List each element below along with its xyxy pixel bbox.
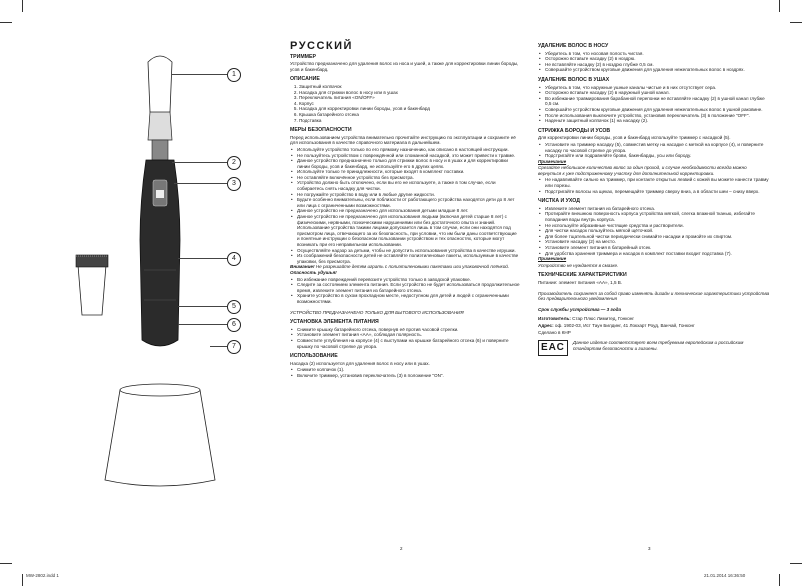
care-note-label: Примечание	[538, 256, 567, 262]
eac-text: Данное изделие соответствует всем требуемым европейским и российским стандартам безопасности и гигиены.	[572, 340, 744, 351]
list-item: • Не пользуйтесь устройством с повреждённой или сломанной насадкой, это может привести к травме.	[297, 153, 520, 159]
list-item: • Во избежание травмирования барабанной перепонки не вставляйте насадку (2) в ушной канал глубже 0,5 см.	[545, 96, 770, 107]
safety-list-2	[290, 277, 520, 305]
list-item: • Снимите крышку батарейного отсека, повернув её против часовой стрелки.	[297, 327, 520, 333]
list-item: 1. Защитный колпачок	[299, 84, 520, 90]
list-item: • Из соображений безопасности детей не оставляйте полиэтиленовые пакеты, используемые в качестве упаковки, без присмотра.	[297, 253, 520, 264]
page-number-right: 3	[648, 546, 651, 551]
warning-suffix: Опасность удушья!	[290, 269, 337, 275]
list-item: • Извлеките элемент питания из батарейного отсека.	[545, 206, 770, 212]
list-item: • После использования выключите устройство, установив переключатель (3) в положение "OFF".	[545, 113, 770, 119]
product-diagram	[60, 40, 250, 510]
callout-4: 4	[227, 252, 241, 266]
list-item: • Установите на триммер насадку (5), совместив метку на насадке с меткой на корпусе (4), и поверните насадку по часовой стрелке до упора.	[545, 142, 770, 153]
nose-heading: УДАЛЕНИЕ ВОЛОС В НОСУ	[538, 43, 609, 49]
beard-note-label: Примечание	[538, 158, 567, 164]
eac-mark-icon: ЕАС	[538, 340, 568, 356]
description-list	[290, 84, 520, 123]
list-item: • Для более тщательной чистки периодически снимайте насадки и промойте их спиртом.	[545, 234, 770, 240]
beard-list	[538, 142, 770, 159]
service-life: Срок службы устройства — 3 года	[538, 306, 622, 312]
list-item: • Не используйте абразивные чистящие средства и растворители.	[545, 223, 770, 229]
manufacturer	[538, 316, 770, 322]
list-item: • Совершайте устройством круговые движения для удаления нежелательных волос в ноздрях.	[545, 67, 770, 73]
usage-list	[290, 367, 520, 378]
warning-text: Не разрешайте детям играть с полиэтиленовыми пакетами или упаковочной плёнкой.	[314, 264, 510, 270]
list-item: • Следите за состоянием элемента питания. Если устройство не будет использоваться продолжительное время, извлеките элемент питания из батарейного отсека.	[297, 282, 520, 293]
list-item: • Будьте особенно внимательны, если поблизости от работающего устройства находятся дети до 8 лет или лица с ограниченными возможностями.	[297, 197, 520, 208]
trimmer-heading: ТРИММЕР	[290, 53, 316, 60]
safety-list	[290, 147, 520, 264]
list-item: • Установите элемент питания «AA», соблюдая полярность.	[297, 332, 520, 338]
made-in: Сделано в КНР	[538, 329, 571, 335]
trimmer-illustration	[60, 40, 250, 510]
list-item: • Убедитесь в том, что наружные ушные каналы чистые и в них отсутствует сера.	[545, 85, 770, 91]
callout-1: 1	[227, 68, 241, 82]
list-item: 5. Насадка для корректировки линии бороды, усов и бакенбард	[299, 106, 520, 112]
left-page	[290, 40, 520, 378]
address-label: Адрес:	[538, 322, 554, 328]
address-value: оф. 1902-03, Ист Таун Билдинг, 41 Локхарт Роуд, Ванчай, Гонконг	[553, 322, 695, 328]
list-item: 6. Крышка батарейного отсека	[299, 112, 520, 118]
callout-5: 5	[227, 300, 241, 314]
right-page	[538, 44, 770, 356]
list-item: 7. Подставка	[299, 118, 520, 124]
footer-right: 21.01.2014 16:36:50	[704, 573, 746, 578]
warning-prefix: Внимание!	[290, 264, 315, 270]
list-item: • Убедитесь в том, что носовая полость чистая.	[545, 51, 770, 57]
rights-text: Производитель сохраняет за собой право изменять дизайн и технические характеристики устройства без предварительного уведомления	[538, 290, 770, 302]
list-item: • Для чистки насадок пользуйтесь мягкой щёточкой.	[545, 228, 770, 234]
list-item: • Включите триммер, установив переключатель (3) в положение "ON".	[297, 373, 520, 379]
address	[538, 323, 770, 329]
safety-heading: МЕРЫ БЕЗОПАСНОСТИ	[290, 127, 352, 134]
list-item: • Данное устройство предназначено только для стрижки волос в носу и в ушах и для корректировки линии бороды, усов и бакенбард, не используйте его в других целях.	[297, 158, 520, 169]
list-item: • Не надавливайте сильно на триммер, при контакте открытых лезвий с кожей вы можете нанести травму или порезы.	[545, 177, 770, 188]
list-item: • Храните устройство в сухом прохладном месте, недоступном для детей и людей с ограниченными возможностями.	[297, 293, 520, 304]
ears-list	[538, 85, 770, 124]
care-note-text: Устройство не нуждается в смазке.	[538, 262, 619, 268]
list-item: • Осуществляйте надзор за детьми, чтобы не допустить использования устройства в качестве игрушки.	[297, 248, 520, 254]
callout-3: 3	[227, 177, 241, 191]
list-item: 4. Корпус	[299, 101, 520, 107]
footer-left: MW-2802.indd 1	[26, 573, 59, 578]
care-heading: ЧИСТКА И УХОД	[538, 198, 580, 205]
manufacturer-label: Изготовитель:	[538, 316, 571, 322]
page-number-left: 2	[400, 546, 403, 551]
list-item: • Используйте устройство только по его прямому назначению, как описано в настоящей инструкции.	[297, 147, 520, 153]
beard-text: Для корректировки линии бороды, усов и бакенбард используйте триммер с насадкой (5).	[538, 135, 731, 141]
manufacturer-value: Стар Плюс Лимитед, Гонконг	[570, 316, 635, 322]
language-title: РУССКИЙ	[290, 40, 353, 52]
beard-heading: СТРИЖКА БОРОДЫ И УСОВ	[538, 127, 611, 134]
battery-list	[290, 327, 520, 349]
list-item: • Установите элемент питания в батарейный отсек.	[545, 245, 770, 251]
warning	[290, 264, 520, 275]
specs-text: Питание: элемент питания «AA», 1,5 В.	[538, 279, 623, 285]
usage-heading: ИСПОЛЬЗОВАНИЕ	[290, 353, 338, 360]
list-item: • Не вставляйте насадку (2) в ноздрю глубже 0,5 см.	[545, 62, 770, 68]
callout-2: 2	[227, 156, 241, 170]
household-only: УСТРОЙСТВО ПРЕДНАЗНАЧЕНО ТОЛЬКО ДЛЯ БЫТОВОГО ИСПОЛЬЗОВАНИЯ	[290, 309, 464, 315]
callout-6: 6	[227, 318, 241, 332]
list-item: 3. Переключатель питания «ON/OFF»	[299, 95, 520, 101]
callout-7: 7	[227, 340, 241, 354]
list-item: • Осторожно вставьте насадку (2) в наружный ушной канал.	[545, 90, 770, 96]
care-list	[538, 206, 770, 256]
list-item: • Совместите углубления на корпусе (4) с выступами на крышке батарейного отсека (6) и поверните крышку по часовой стрелке до упора.	[297, 338, 520, 349]
list-item: • Подстригайте или подравняйте брови, бакенбарды, усы или бороду.	[545, 153, 770, 159]
beard-list-2	[538, 177, 770, 194]
list-item: 2. Насадка для стрижки волос в носу или в ушах	[299, 90, 520, 96]
battery-heading: УСТАНОВКА ЭЛЕМЕНТА ПИТАНИЯ	[290, 319, 379, 326]
nose-list	[538, 51, 770, 73]
list-item: • Снимите колпачок (1).	[297, 367, 520, 373]
list-item: • Подстригайте волосы на щеках, перемещайте триммер сверху вниз, а в области шеи – снизу вверх.	[545, 189, 770, 195]
beard-note-text: Срезайте небольшое количество волос за один проход, и случае необходимости всегда можно вернуться к уже подстриженному участку для дополнительной корректировки.	[538, 165, 747, 176]
list-item: • Осторожно вставьте насадку (2) в ноздрю.	[545, 56, 770, 62]
list-item: • Используйте только те принадлежности, которые входят в комплект поставки.	[297, 169, 520, 175]
list-item: • Протирайте внешнюю поверхность корпуса устройства мягкой, слегка влажной тканью, избегайте попадания воды внутрь корпуса.	[545, 211, 770, 222]
list-item: • Наденьте защитный колпачок (1) на насадку (2).	[545, 118, 770, 124]
list-item: • Данное устройство не предназначено для использования людьми (включая детей старше 8 лет) с физическими, нервными, психическими нарушениями или без достаточного опыта и знаний. Использование устройства такими лицами допускается лишь в том случае, если они находятся под присмотром лица, отвечающего за их безопасность, при условии, что им были даны соответствующие и понятные инструкции о безопасном пользовании устройством и тех опасностях, которые могут возникать при его неправильном использовании.	[297, 214, 520, 248]
safety-intro: Перед использованием устройства внимательно прочитайте инструкцию по эксплуатации и сохраните её для использования в качестве справочного материала в дальнейшем.	[290, 134, 516, 146]
eac-block	[538, 340, 770, 356]
specs-heading: ТЕХНИЧЕСКИЕ ХАРАКТЕРИСТИКИ	[538, 272, 627, 279]
usage-text: Насадка (2) используется для удаления волос в носу или в ушах.	[290, 360, 430, 366]
ears-heading: УДАЛЕНИЕ ВОЛОС В УШАХ	[538, 76, 610, 83]
description-heading: ОПИСАНИЕ	[290, 76, 320, 83]
trimmer-text: Устройство предназначено для удаления волос из носа и ушей, а также для корректировки линии бороды, усов и бакенбард.	[290, 61, 519, 72]
list-item: • Во избежание повреждений перевозите устройство только в заводской упаковке.	[297, 277, 520, 283]
list-item: • Не погружайте устройство в воду или в любые другие жидкости.	[297, 192, 520, 198]
list-item: • Для удобства хранения триммера и насадок в комплект поставки входит подставка (7).	[545, 251, 770, 257]
list-item: • Не оставляйте включённое устройство без присмотра.	[297, 175, 520, 181]
list-item: • Устройство должно быть отключено, если вы его не используете, а также в том случае, если собираетесь снять насадку для чистки.	[297, 180, 520, 191]
list-item: • Совершайте устройством круговые движения для удаления нежелательных волос в ушной раковине.	[545, 107, 770, 113]
list-item: • Установите насадку (2) на место.	[545, 239, 770, 245]
list-item: • Данное устройство не предназначено для использования детьми младше 8 лет.	[297, 208, 520, 214]
